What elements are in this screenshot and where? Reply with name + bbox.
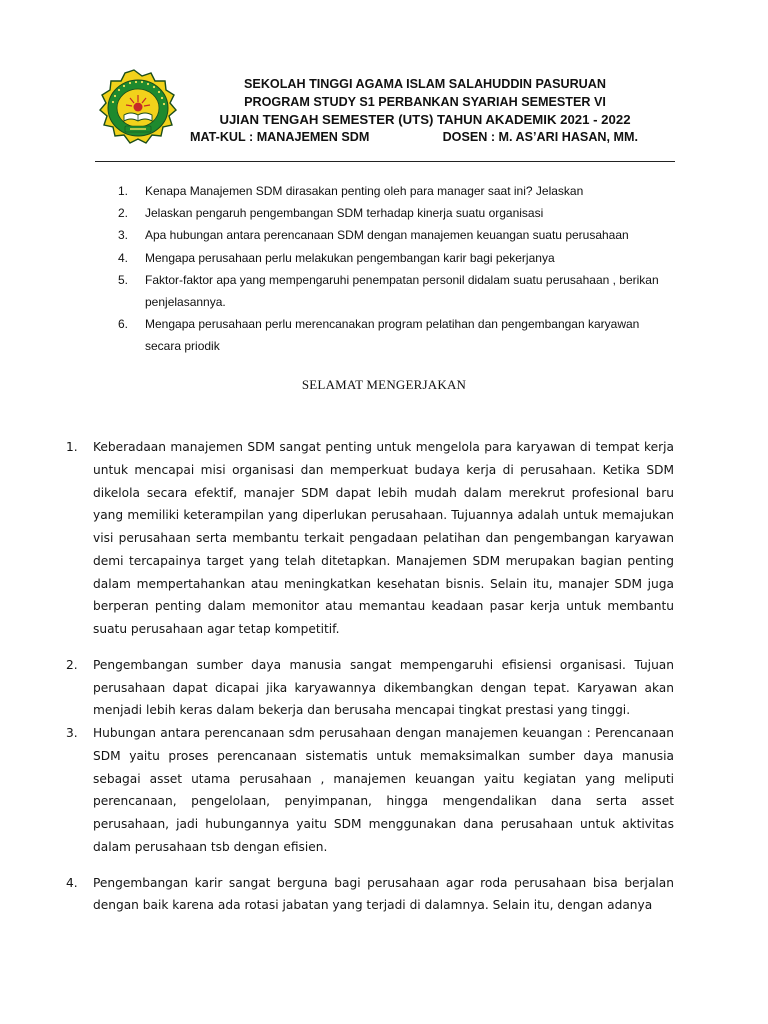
answer-number: 3. xyxy=(66,726,78,740)
answer-text: Keberadaan manajemen SDM sangat penting untuk mengelola para karyawan di tempat kerja untuk mencapai misi organisasi dan memperkuat budaya kerja di perusahaan. Ketika SDM dikelola secara efektif, manajer SDM dapat lebih mudah dalam merekrut profesional baru yang memiliki keterampilan yang diperlukan perusahaan. Tujuannya adalah untuk memajukan visi perusahaan serta membantu terkait pengadaan pelatihan dan pengembangan karyawan demi tercapainya target yang telah ditetapkan. Manajemen SDM merupakan bagian penting dalam mempertahankan atau meningkatkan kesehatan bisnis. Selain itu, manajer SDM juga berperan penting dalam memonitor atau memantau keadaan pasar kerja untuk membantu suatu perusahaan agar tetap kompetitif. xyxy=(93,440,674,636)
question-item xyxy=(118,180,678,202)
answer-number: 4. xyxy=(66,875,78,890)
answer-list xyxy=(66,436,674,917)
question-number: 2. xyxy=(118,206,129,221)
question-item xyxy=(118,202,678,224)
course-name: MAT-KUL : MANAJEMEN SDM xyxy=(190,129,370,144)
program-name: PROGRAM STUDY S1 PERBANKAN SYARIAH SEMESTER VI xyxy=(244,94,606,109)
answer-text: Pengembangan karir sangat berguna bagi perusahaan agar roda perusahaan bisa berjalan dengan baik karena ada rotasi jabatan yang terjadi di dalamnya. Selain itu, dengan adanya xyxy=(93,875,674,913)
answer-item xyxy=(66,436,674,641)
question-text: Mengapa perusahaan perlu merencanakan program pelatihan dan pengembangan karyawan secara priodik xyxy=(145,317,640,354)
question-number: 4. xyxy=(118,250,129,265)
question-text: Mengapa perusahaan perlu melakukan pengembangan karir bagi pekerjanya xyxy=(145,250,555,265)
answer-item xyxy=(66,872,674,918)
answer-number: 1. xyxy=(66,440,78,454)
answer-text: Pengembangan sumber daya manusia sangat mempengaruhi efisiensi organisasi. Tujuan perusahaan dapat dicapai jika karyawannya dikembangkan dengan tepat. Karyawan akan menjadi lebih keras dalam bekerja dan berusaha mencapai tingkat prestasi yang tinggi. xyxy=(93,657,674,718)
closing-text: SELAMAT MENGERJAKAN xyxy=(301,377,467,392)
question-item xyxy=(118,313,678,357)
question-item xyxy=(118,247,678,269)
lecturer-name: DOSEN : M. AS’ARI HASAN, MM. xyxy=(442,129,638,144)
question-item xyxy=(118,224,678,246)
question-text: Kenapa Manajemen SDM dirasakan penting oleh para manager saat ini? Jelaskan xyxy=(145,184,584,198)
exam-title: UJIAN TENGAH SEMESTER (UTS) TAHUN AKADEMIK 2021 - 2022 xyxy=(219,112,631,127)
course-lecturer-row xyxy=(180,129,670,147)
question-text: Jelaskan pengaruh pengembangan SDM terhadap kinerja suatu organisasi xyxy=(145,206,544,221)
institution-name: SEKOLAH TINGGI AGAMA ISLAM SALAHUDDIN PASURUAN xyxy=(244,77,606,91)
question-number: 5. xyxy=(118,272,129,287)
question-text: Faktor-faktor apa yang mempengaruhi penempatan personil didalam suatu perusahaan , berikan penjelasannya. xyxy=(145,272,659,310)
header-divider xyxy=(95,161,675,162)
question-text: Apa hubungan antara perencanaan SDM dengan manajemen keuangan suatu perusahaan xyxy=(145,228,629,243)
document-header xyxy=(180,76,670,146)
question-number: 6. xyxy=(118,317,129,332)
answer-item xyxy=(66,722,674,859)
answer-text: Hubungan antara perencanaan sdm perusahaan dengan manajemen keuangan : Perencanaan SDM yaitu proses perencanaan sistematis untuk memaksimalkan sumber daya manusia sebagai asset utama perusahaan , manajemen keuangan yaitu kegiatan yang meliputi perencanaan, pengelolaan, penyimpanan, hingga mengendalikan dana serta asset perusahaan, jadi hubungannya yaitu SDM menggunakan dana perusahaan untuk aktivitas dalam perusahaan tsb dengan efisien. xyxy=(93,726,674,854)
question-item xyxy=(118,269,678,313)
question-number: 3. xyxy=(118,228,129,243)
answer-item xyxy=(66,654,674,722)
answer-number: 2. xyxy=(66,657,78,672)
question-list xyxy=(118,180,678,358)
logo-emblem-icon xyxy=(88,68,180,148)
question-number: 1. xyxy=(118,184,129,198)
institution-logo xyxy=(88,68,180,148)
